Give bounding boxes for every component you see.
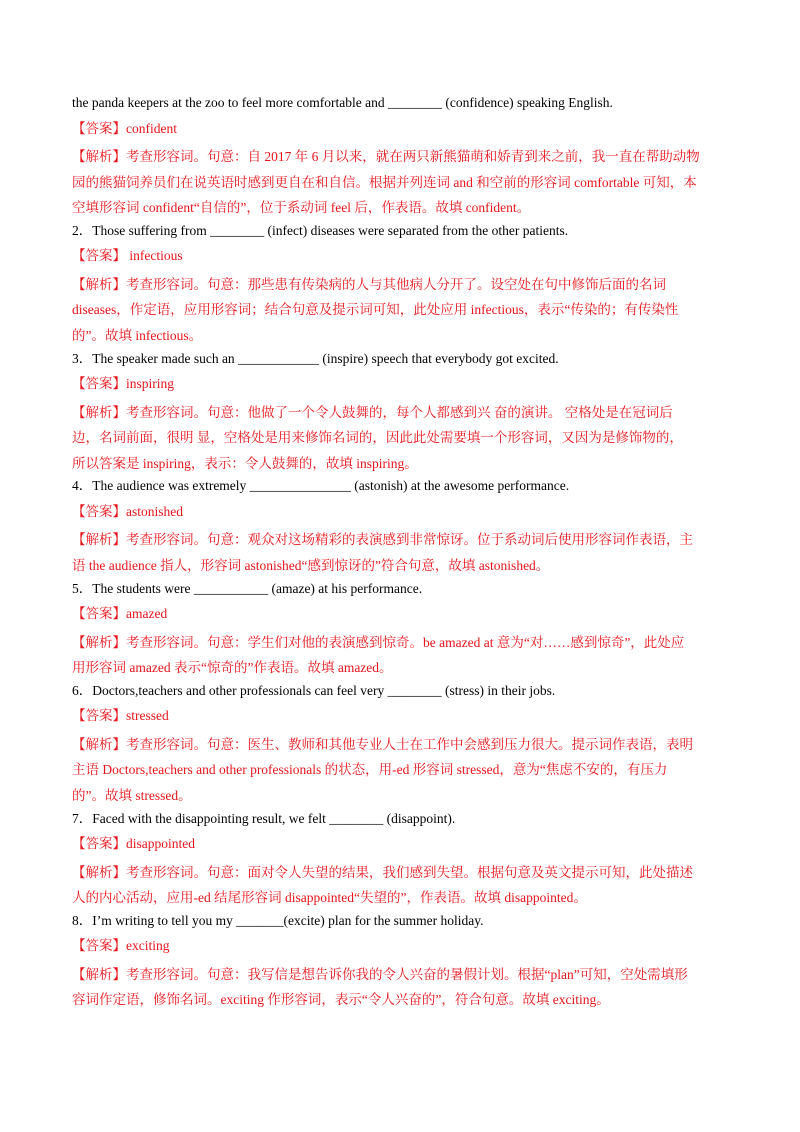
document-page xyxy=(72,93,732,1013)
answer-value: disappointed xyxy=(126,836,195,851)
answer-value: confident xyxy=(126,120,177,136)
analysis-text xyxy=(72,732,732,809)
analysis-line: 【解析】考查形容词。句意：医生、教师和其他专业人士在工作中会感到压力很大。提示词作表语，表明 xyxy=(72,736,693,752)
answer-line xyxy=(72,834,732,853)
analysis-line: 人的内心活动，应用-ed 结尾形容词 disappointed“失望的”，作表语。故填 disappointed。 xyxy=(72,890,587,906)
analysis-line: 边，名词前面，很明 显，空格处是用来修饰名词的，因此此处需要填一个形容词，又因为是修饰物的， xyxy=(72,430,683,446)
answer-value: amazed xyxy=(126,606,168,622)
analysis-line: 【解析】考查形容词。句意：他做了一个令人鼓舞的，每个人都感到兴 奋的演讲。 空格处是在冠词后 xyxy=(72,404,673,420)
analysis-line: 用形容词 amazed 表示“惊奇的”作表语。故填 amazed。 xyxy=(72,660,393,676)
answer-line xyxy=(72,604,732,623)
analysis-line: 主语 Doctors,teachers and other professionals 的状态，用-ed 形容词 stressed，意为“焦虑不安的，有压力 xyxy=(72,762,668,778)
answer-tag: 【答案】 xyxy=(72,708,126,724)
exercise-item xyxy=(72,681,732,809)
answer-tag: 【答案】 xyxy=(72,938,126,954)
analysis-line: 【解析】考查形容词。句意：观众对这场精彩的表演感到非常惊讶。位于系动词后使用形容词作表语，主 xyxy=(72,532,693,548)
question-text: 2．Those suffering from ________ (infect) diseases were separated from the other patients. xyxy=(72,222,569,238)
answer-line xyxy=(72,246,732,265)
answer-tag: 【答案】 xyxy=(72,606,126,622)
analysis-text xyxy=(72,272,732,349)
answer-value: exciting xyxy=(126,938,170,954)
answer-line xyxy=(72,374,732,393)
answer-value: stressed xyxy=(126,708,169,724)
analysis-text xyxy=(72,630,732,681)
question-text: 4．The audience was extremely _______________ (astonish) at the awesome performance. xyxy=(72,478,570,494)
analysis-line: 【解析】考查形容词。句意：自 2017 年 6 月以来，就在两只新熊猫萌和娇青到来之前，我一直在帮助动物 xyxy=(72,149,700,164)
exercise-item xyxy=(72,221,732,349)
analysis-line: 所以答案是 inspiring，表示：令人鼓舞的，故填 inspiring。 xyxy=(72,455,418,471)
analysis-text xyxy=(72,144,732,221)
analysis-line: diseases，作定语，应用形容词；结合句意及提示词可知，此处应用 infectious，表示“传染的；有传染性 xyxy=(72,302,679,318)
answer-tag: 【答案】 xyxy=(72,503,126,519)
answer-value: infectious xyxy=(126,248,183,264)
question-text: 7．Faced with the disappointing result, we felt ________ (disappoint). xyxy=(72,810,456,826)
analysis-line: 语 the audience 指人，形容词 astonished“感到惊讶的”符合句意，故填 astonished。 xyxy=(72,557,550,573)
answer-value: astonished xyxy=(126,503,183,519)
answer-line xyxy=(72,502,732,521)
answer-tag: 【答案】 xyxy=(72,376,126,392)
answer-line xyxy=(72,936,732,955)
analysis-line: 【解析】考查形容词。句意：那些患有传染病的人与其他病人分开了。设空处在句中修饰后面的名词 xyxy=(72,276,666,292)
answer-tag: 【答案】 xyxy=(72,248,126,264)
analysis-text xyxy=(72,962,732,1013)
answer-tag: 【答案】 xyxy=(72,836,126,851)
analysis-line: 的”。故填 stressed。 xyxy=(72,787,192,803)
analysis-line: 空填形容词 confident“自信的”，位于系动词 feel 后，作表语。故填 confident。 xyxy=(72,200,531,216)
analysis-line: 【解析】考查形容词。句意：面对令人失望的结果，我们感到失望。根据句意及英文提示可知，此处描述 xyxy=(72,864,693,880)
question-text: the panda keepers at the zoo to feel more comfortable and ________ (confidence) speaking English. xyxy=(72,95,613,110)
question-text: 8．I’m writing to tell you my _______(excite) plan for the summer holiday. xyxy=(72,912,484,928)
analysis-text xyxy=(72,400,732,477)
answer-line xyxy=(72,706,732,725)
analysis-text xyxy=(72,527,732,578)
exercise-item xyxy=(72,809,732,911)
exercise-item xyxy=(72,911,732,1013)
exercise-item xyxy=(72,476,732,578)
answer-line xyxy=(72,119,732,138)
exercise-item xyxy=(72,349,732,477)
analysis-line: 【解析】考查形容词。句意：学生们对他的表演感到惊奇。be amazed at 意为“对……感到惊奇”，此处应 xyxy=(72,634,685,650)
exercise-item xyxy=(72,579,732,681)
analysis-line: 【解析】考查形容词。句意：我写信是想告诉你我的令人兴奋的暑假计划。根据“plan”可知，空处需填形 xyxy=(72,966,688,982)
question-text: 5．The students were ___________ (amaze) at his performance. xyxy=(72,580,423,596)
question-text: 3．The speaker made such an ____________ (inspire) speech that everybody got excited. xyxy=(72,350,559,366)
exercise-item xyxy=(72,93,732,221)
analysis-line: 的”。故填 infectious。 xyxy=(72,327,203,343)
question-text: 6．Doctors,teachers and other professionals can feel very ________ (stress) in their jobs. xyxy=(72,682,556,698)
analysis-line: 园的熊猫饲养员们在说英语时感到更自在和自信。根据并列连词 and 和空前的形容词 comfortable 可知，本 xyxy=(72,174,697,190)
answer-value: inspiring xyxy=(126,376,175,392)
analysis-text xyxy=(72,860,732,911)
answer-tag: 【答案】 xyxy=(72,120,126,136)
analysis-line: 容词作定语，修饰名词。exciting 作形容词，表示“令人兴奋的”，符合句意。故填 exciting。 xyxy=(72,992,610,1008)
